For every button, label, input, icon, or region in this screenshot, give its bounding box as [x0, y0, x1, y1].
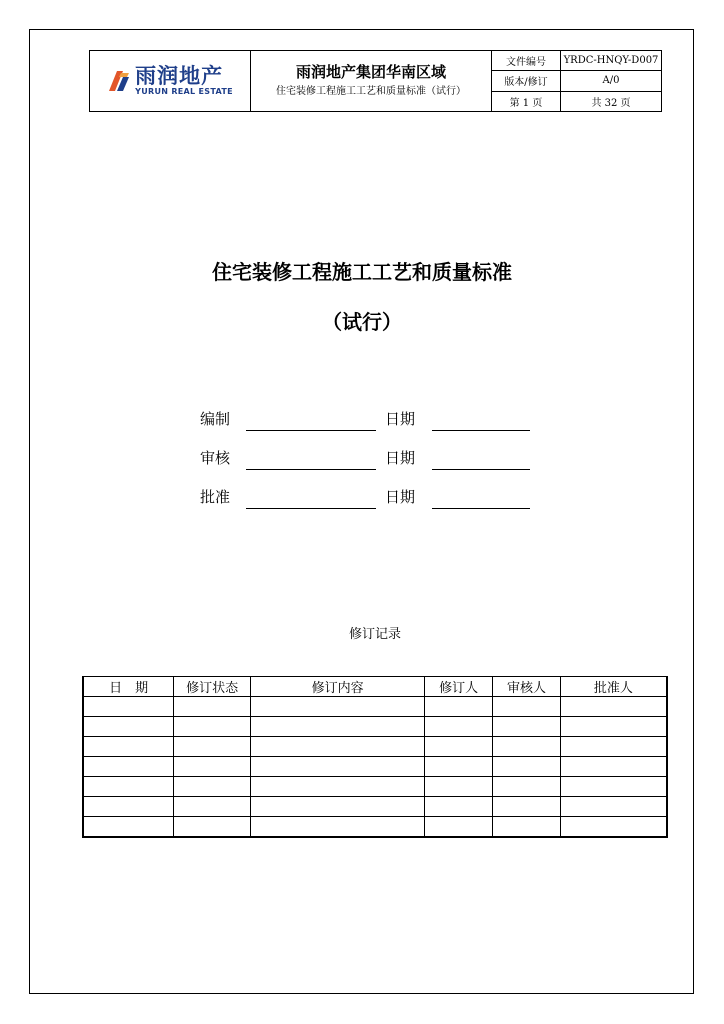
- table-cell: [425, 797, 493, 817]
- date-line: [432, 508, 530, 509]
- table-cell: [250, 737, 424, 757]
- date-label: 日期: [385, 488, 416, 506]
- table-cell: [83, 757, 174, 777]
- signature-label: 编制: [200, 410, 231, 428]
- table-cell: [250, 757, 424, 777]
- column-header: 批准人: [560, 677, 667, 697]
- table-cell: [250, 817, 424, 838]
- signature-line: [246, 469, 376, 470]
- document-header: [89, 50, 662, 112]
- signature-line: [246, 430, 376, 431]
- table-cell: [425, 777, 493, 797]
- table-cell: [560, 737, 667, 757]
- meta-row-doc-number: [492, 51, 661, 71]
- meta-key: 版本/修订: [492, 71, 561, 90]
- signature-row-review: [200, 447, 540, 471]
- table-cell: [174, 797, 251, 817]
- date-line: [432, 430, 530, 431]
- logo-mark-icon: [107, 69, 131, 93]
- meta-value: YRDC-HNQY-D007: [563, 55, 659, 67]
- meta-key: 文件编号: [492, 51, 561, 70]
- table-cell: [83, 797, 174, 817]
- table-row: [83, 717, 667, 737]
- table-cell: [493, 777, 561, 797]
- table-cell: [250, 717, 424, 737]
- table-cell: [560, 757, 667, 777]
- table-cell: [493, 757, 561, 777]
- table-cell: [250, 697, 424, 717]
- logo-english-text: YURUN REAL ESTATE: [135, 87, 233, 96]
- company-name: 雨润地产集团华南区域: [295, 63, 446, 81]
- table-cell: [560, 717, 667, 737]
- header-meta: [492, 51, 661, 111]
- logo-chinese-text: 雨润地产: [135, 64, 224, 88]
- date-line: [432, 469, 530, 470]
- table-cell: [174, 817, 251, 838]
- date-label: 日期: [385, 410, 416, 428]
- table-cell: [174, 737, 251, 757]
- table-cell: [83, 817, 174, 838]
- meta-value: A/0: [602, 75, 620, 87]
- table-cell: [83, 737, 174, 757]
- table-cell: [560, 817, 667, 838]
- meta-row-version: [492, 71, 661, 91]
- table-cell: [493, 817, 561, 838]
- signature-label: 批准: [200, 488, 231, 506]
- table-cell: [425, 757, 493, 777]
- table-row: [83, 737, 667, 757]
- meta-row-page: [492, 92, 661, 111]
- table-cell: [174, 717, 251, 737]
- company-logo: [107, 65, 233, 97]
- table-cell: [174, 777, 251, 797]
- signature-row-compile: [200, 408, 540, 432]
- table-cell: [83, 697, 174, 717]
- revision-header-row: [83, 677, 667, 697]
- logo-cell: [90, 51, 251, 111]
- column-header: 修订人: [425, 677, 493, 697]
- table-row: [83, 817, 667, 838]
- revision-caption: 修订记录: [348, 627, 401, 642]
- table-cell: [250, 777, 424, 797]
- table-cell: [493, 697, 561, 717]
- revision-rows: [83, 697, 667, 838]
- table-row: [83, 757, 667, 777]
- column-header: 审核人: [493, 677, 561, 697]
- table-cell: [560, 797, 667, 817]
- document-subtitle: 住宅装修工程施工工艺和质量标准（试行）: [276, 86, 466, 97]
- table-cell: [560, 777, 667, 797]
- document-status: （试行）: [322, 310, 402, 334]
- table-cell: [493, 797, 561, 817]
- table-cell: [250, 797, 424, 817]
- table-cell: [493, 737, 561, 757]
- table-row: [83, 797, 667, 817]
- table-cell: [174, 757, 251, 777]
- signature-line: [246, 508, 376, 509]
- document-title: 住宅装修工程施工工艺和质量标准: [212, 260, 512, 284]
- table-row: [83, 777, 667, 797]
- column-header: 日 期: [83, 677, 174, 697]
- date-label: 日期: [385, 449, 416, 467]
- table-cell: [83, 777, 174, 797]
- signature-row-approve: [200, 486, 540, 510]
- table-cell: [174, 697, 251, 717]
- header-title-cell: [251, 51, 492, 111]
- table-cell: [425, 697, 493, 717]
- table-cell: [83, 717, 174, 737]
- revision-table: [82, 676, 668, 838]
- signature-label: 审核: [200, 449, 231, 467]
- page-border: [29, 29, 694, 994]
- column-header: 修订内容: [250, 677, 424, 697]
- table-cell: [425, 817, 493, 838]
- meta-key: 第 1 页: [492, 92, 561, 111]
- table-cell: [425, 717, 493, 737]
- table-cell: [425, 737, 493, 757]
- table-cell: [560, 697, 667, 717]
- table-cell: [493, 717, 561, 737]
- meta-value: 共 32 页: [591, 97, 631, 109]
- column-header: 修订状态: [174, 677, 251, 697]
- table-row: [83, 697, 667, 717]
